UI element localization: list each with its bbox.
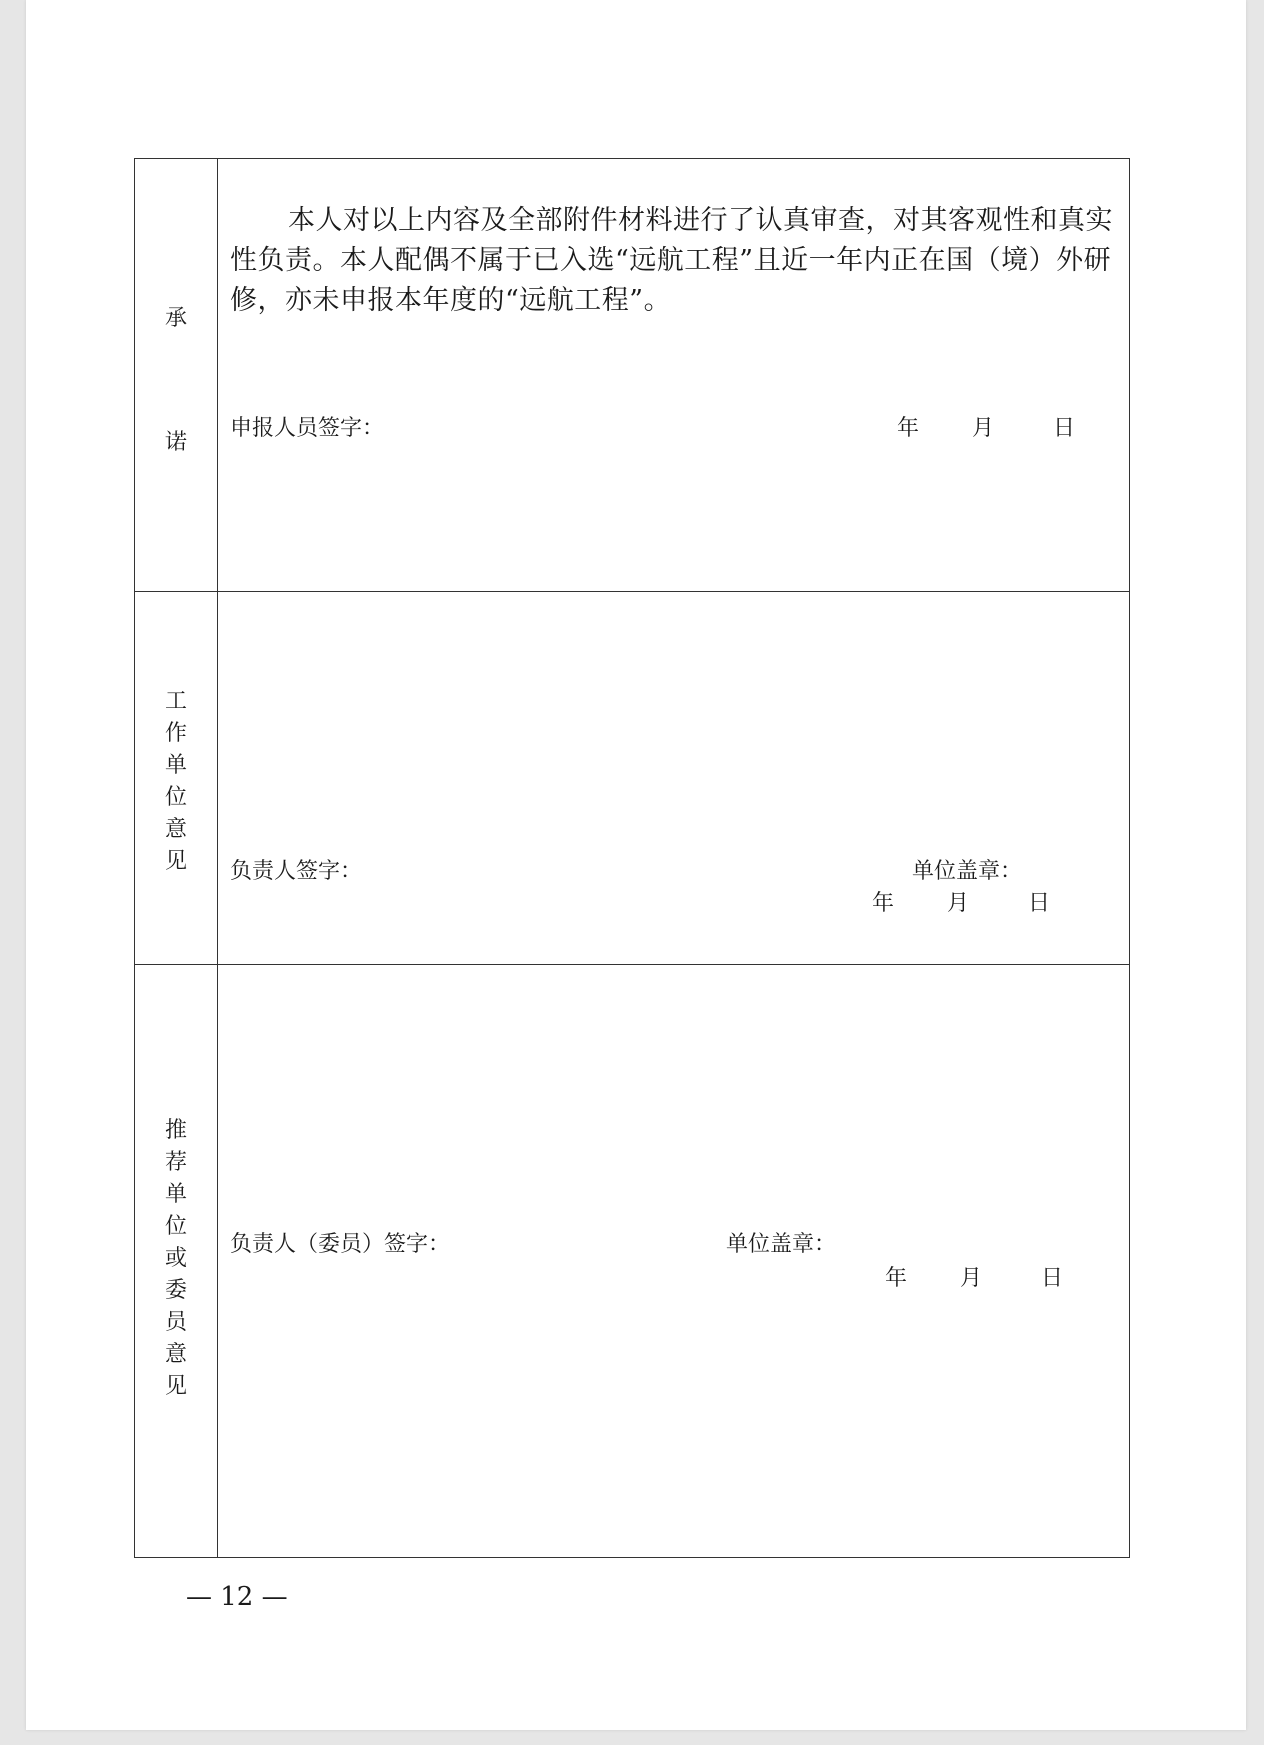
label-char: 位 [164, 785, 187, 810]
recommend-unit-content-cell [218, 965, 1130, 1558]
label-char: 意 [164, 817, 187, 842]
pledge-label-char: 诺 [164, 430, 187, 455]
recommend-date [885, 1261, 1063, 1292]
label-char: 单 [164, 1182, 187, 1207]
label-char: 工 [164, 689, 187, 714]
label-char: 作 [164, 721, 187, 746]
work-unit-content-cell [218, 592, 1130, 965]
page-number: — 12 — [186, 1582, 288, 1612]
work-unit-row [135, 592, 1130, 965]
label-char: 员 [164, 1310, 187, 1335]
label-char: 委 [164, 1278, 187, 1303]
pledge-date [897, 411, 1075, 442]
date-month-label: 月 [960, 1266, 983, 1291]
application-form-table [134, 158, 1130, 1558]
date-day-label: 日 [1028, 891, 1051, 916]
label-char: 见 [164, 849, 187, 874]
recommend-signature-label: 负责人（委员）签字： [230, 1232, 451, 1257]
work-unit-signature-label: 负责人签字： [230, 859, 363, 884]
recommend-unit-vertical-label [135, 1115, 217, 1403]
date-year-label: 年 [885, 1266, 908, 1291]
recommend-unit-row [135, 965, 1130, 1558]
label-char: 推 [164, 1118, 187, 1143]
work-unit-label-cell [135, 592, 218, 965]
work-unit-seal-label: 单位盖章： [912, 859, 1023, 884]
label-char: 荐 [164, 1150, 187, 1175]
label-char: 或 [164, 1246, 187, 1271]
pledge-statement: 本人对以上内容及全部附件材料进行了认真审查，对其客观性和真实性负责。本人配偶不属于已入选“远航工程”且近一年内正在国（境）外研修，亦未申报本年度的“远航工程”。 [230, 205, 1113, 316]
date-month-label: 月 [947, 891, 970, 916]
applicant-signature-label: 申报人员签字： [230, 416, 385, 441]
date-month-label: 月 [972, 416, 995, 441]
pledge-row [135, 159, 1130, 592]
date-year-label: 年 [897, 416, 920, 441]
label-char: 位 [164, 1214, 187, 1239]
label-char: 单 [164, 753, 187, 778]
recommend-seal-label: 单位盖章： [726, 1232, 837, 1257]
document-page [26, 0, 1246, 1730]
date-year-label: 年 [872, 891, 895, 916]
work-unit-date [872, 886, 1050, 917]
pledge-label-char: 承 [164, 306, 187, 331]
recommend-unit-label-cell [135, 965, 218, 1558]
work-unit-vertical-label [135, 686, 217, 878]
pledge-content-cell [218, 159, 1130, 592]
pledge-label-cell [135, 159, 218, 592]
date-day-label: 日 [1053, 416, 1076, 441]
label-char: 见 [164, 1374, 187, 1399]
label-char: 意 [164, 1342, 187, 1367]
date-day-label: 日 [1041, 1266, 1064, 1291]
